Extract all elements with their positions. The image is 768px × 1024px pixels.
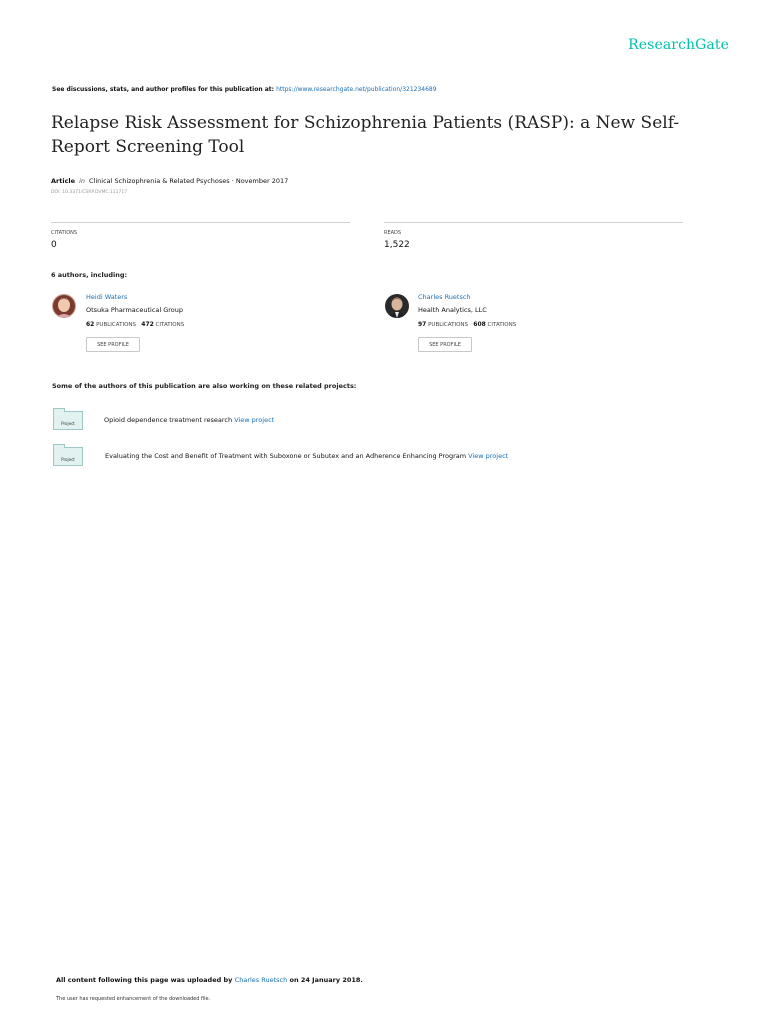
authors-heading: 6 authors, including: bbox=[51, 271, 128, 279]
doi: DOI: 10.3371/CSRP.DVMC.111717 bbox=[51, 190, 128, 195]
author-institution-2: Health Analytics, LLC bbox=[418, 306, 487, 314]
author-publications-count-2: 97 bbox=[418, 321, 427, 328]
uploader-link[interactable]: Charles Ruetsch bbox=[234, 976, 288, 984]
project-folder-icon-1 bbox=[53, 411, 83, 430]
in-word: in bbox=[79, 177, 85, 185]
avatar-author-1[interactable] bbox=[52, 294, 76, 318]
divider-right bbox=[384, 222, 683, 223]
journal-date: Clinical Schizophrenia & Related Psychoses · November 2017 bbox=[89, 177, 289, 185]
see-profile-button-1[interactable]: SEE PROFILE bbox=[86, 337, 140, 352]
project-folder-icon-2 bbox=[53, 447, 83, 466]
citations-value: 0 bbox=[51, 240, 57, 250]
project-icon-label-1: Project bbox=[61, 421, 75, 426]
discussion-notice-text: See discussions, stats, and author profiles for this publication at: bbox=[52, 86, 275, 93]
publications-label-1: PUBLICATIONS bbox=[96, 322, 137, 328]
citations-label-1: CITATIONS bbox=[155, 322, 185, 328]
author-publications-count-1: 62 bbox=[86, 321, 95, 328]
publication-title: Relapse Risk Assessment for Schizophrenia Patients (RASP): a New Self-Report Screening Tool bbox=[51, 113, 680, 157]
upload-notice bbox=[56, 976, 363, 984]
author-citations-count-2: 608 bbox=[473, 321, 486, 328]
author-name-2[interactable]: Charles Ruetsch bbox=[418, 293, 471, 301]
discussion-notice bbox=[52, 86, 437, 93]
project-icon-label-2: Project bbox=[61, 457, 75, 462]
see-profile-button-2[interactable]: SEE PROFILE bbox=[418, 337, 472, 352]
researchgate-logo[interactable]: ResearchGate bbox=[628, 37, 729, 53]
reads-label: READS bbox=[384, 230, 402, 236]
projects-heading: Some of the authors of this publication are also working on these related projects: bbox=[52, 382, 357, 390]
enhancement-note: The user has requested enhancement of the downloaded file. bbox=[56, 996, 211, 1002]
author-citations-count-1: 472 bbox=[141, 321, 154, 328]
project-item-2 bbox=[105, 452, 508, 460]
publication-type: Article bbox=[51, 177, 76, 185]
citations-label: CITATIONS bbox=[51, 230, 78, 236]
project-title-2: Evaluating the Cost and Benefit of Treatment with Suboxone or Subutex and an Adherence Enhancing Program bbox=[105, 452, 467, 460]
upload-suffix: on 24 January 2018. bbox=[289, 976, 363, 984]
publications-label-2: PUBLICATIONS bbox=[428, 322, 469, 328]
view-project-link-2[interactable]: View project bbox=[468, 452, 509, 460]
publication-meta bbox=[51, 177, 288, 185]
view-project-link-1[interactable]: View project bbox=[234, 416, 275, 424]
citations-label-2: CITATIONS bbox=[487, 322, 517, 328]
author-name-1[interactable]: Heidi Waters bbox=[86, 293, 128, 301]
upload-prefix: All content following this page was uploaded by bbox=[56, 976, 233, 984]
author-stats-1 bbox=[86, 321, 184, 328]
project-title-1: Opioid dependence treatment research bbox=[104, 416, 233, 424]
divider-left bbox=[51, 222, 350, 223]
avatar-author-2[interactable] bbox=[385, 294, 409, 318]
author-stats-2 bbox=[418, 321, 516, 328]
project-item-1 bbox=[104, 416, 274, 424]
reads-value: 1,522 bbox=[384, 240, 410, 250]
author-institution-1: Otsuka Pharmaceutical Group bbox=[86, 306, 184, 314]
publication-url-link[interactable]: https://www.researchgate.net/publication/321234689 bbox=[276, 86, 437, 93]
